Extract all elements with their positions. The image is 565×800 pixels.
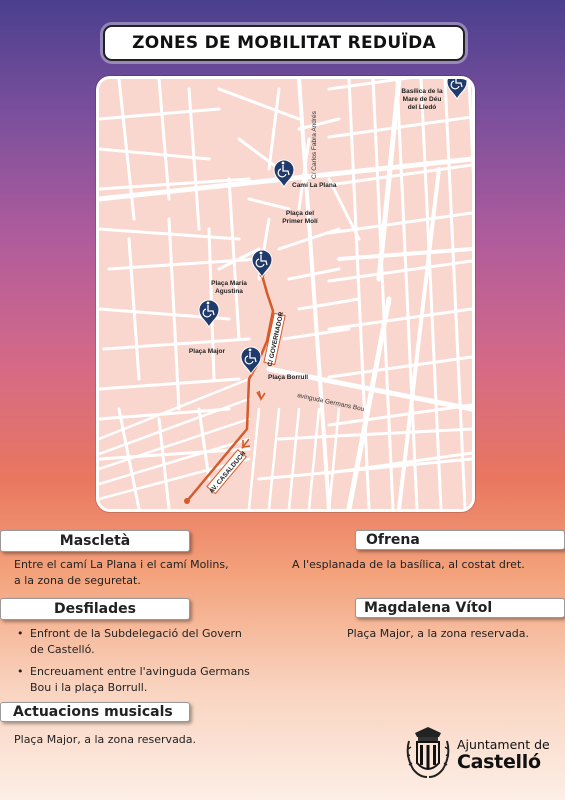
section-header-magdalena-vitol: Magdalena Vítol (355, 598, 565, 618)
map-canvas (99, 79, 472, 509)
page-title: ZONES DE MOBILITAT REDUÏDA (103, 25, 465, 61)
svg-text:Basílica de la: Basílica de la (401, 88, 443, 95)
section-header-actuacions: Actuacions musicals (0, 702, 190, 722)
street-label-carlos-fabra: C/ Carlos Fabra Andrés (311, 111, 318, 179)
section-list-desfilades (16, 626, 306, 702)
label-placa-major: Plaça Major (188, 348, 226, 355)
route-start-dot (184, 498, 190, 504)
section-text-actuacions: Plaça Major, a la zona reservada. (14, 733, 197, 746)
svg-text:C/ GOVERNADOR: C/ GOVERNADOR (266, 311, 286, 368)
label-placa-borrull: Plaça Borrull (268, 374, 309, 381)
section-text-mascleta: Entre el camí La Plana i el camí Molins, a la zona de seguretat. (14, 558, 229, 587)
svg-text:Plaça del: Plaça del (285, 210, 315, 217)
list-item: • Enfront de la Subdelegació del Govern de Castelló. (30, 626, 306, 658)
ajuntament-logo (405, 725, 555, 780)
logo-text-castello: Castelló (457, 751, 541, 773)
svg-text:Primer Molí: Primer Molí (282, 218, 318, 225)
label-cami-la-plana: Camí La Plana (292, 182, 337, 189)
svg-text:Plaça María: Plaça María (211, 280, 247, 287)
section-text-magdalena-vitol: Plaça Major, a la zona reservada. (347, 627, 530, 640)
mobility-map[interactable] (96, 76, 475, 512)
section-text-ofrena: A l'esplanada de la basílica, al costat dret. (292, 558, 525, 571)
svg-text:Agustina: Agustina (215, 288, 243, 295)
section-header-desfilades: Desfilades (0, 598, 190, 620)
section-header-mascleta: Mascletà (0, 530, 190, 552)
castello-coat-of-arms-icon (405, 725, 451, 779)
section-header-ofrena: Ofrena (355, 530, 565, 550)
label-placa-maria-agustina (211, 280, 247, 295)
street-label-germans-bou: avinguda Germans Bou (296, 392, 365, 414)
svg-text:AV. CASALDUCH: AV. CASALDUCH (208, 450, 248, 496)
list-item: • Encreuament entre l'avinguda Germans Bou i la plaça Borrull. (30, 664, 306, 696)
svg-text:Mare de Déu: Mare de Déu (402, 96, 442, 103)
logo-text-ajuntament: Ajuntament de (457, 737, 550, 752)
label-placa-primer-moli (282, 210, 318, 225)
svg-text:del Lledó: del Lledó (407, 104, 437, 111)
